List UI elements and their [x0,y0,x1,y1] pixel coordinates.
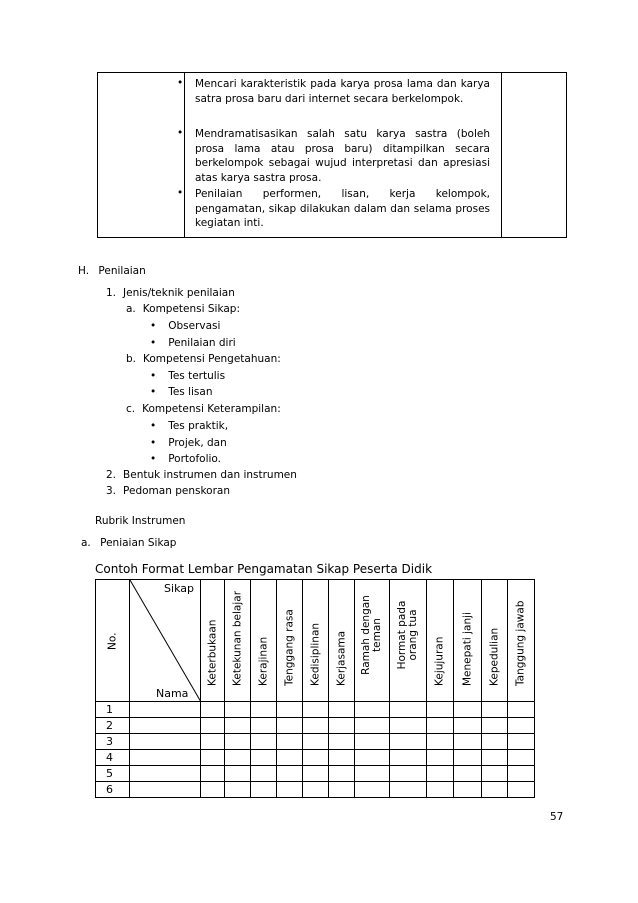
table-row [96,734,535,750]
table-row [96,750,535,766]
table-cell [508,734,535,750]
table-cell [390,766,427,782]
table-cell [225,766,251,782]
section-heading: H. Penilaian [78,265,146,277]
row-number: 4 [96,750,130,766]
table-cell [390,702,427,718]
table-cell [329,750,355,766]
table-cell [251,750,277,766]
table-cell [303,750,329,766]
table-cell [482,718,508,734]
table-cell [390,734,427,750]
table-cell [390,750,427,766]
table-cell [130,718,201,734]
table-row [96,782,535,798]
attitude-column-header: Tenggang rasa [277,580,303,702]
attitude-column-header: Keterbukaan [201,580,225,702]
table-cell [355,734,390,750]
table-cell [454,734,482,750]
rubric-label: Rubrik Instrumen [95,515,186,527]
assessment-item: c. Kompetensi Keterampilan: [126,403,281,415]
table-cell [225,734,251,750]
table-cell [251,782,277,798]
attitude-column-header: Kepedulian [482,580,508,702]
table-cell [355,766,390,782]
table-cell [508,718,535,734]
table-cell [508,750,535,766]
table-cell [390,782,427,798]
table-cell [482,734,508,750]
table-cell [482,766,508,782]
table-cell [454,750,482,766]
table-cell [454,782,482,798]
table-cell [303,718,329,734]
row-number: 5 [96,766,130,782]
row-number: 1 [96,702,130,718]
table-cell [277,766,303,782]
table-cell [454,766,482,782]
table-cell [355,782,390,798]
table-cell [427,718,454,734]
table-cell [329,702,355,718]
table-cell [277,702,303,718]
table-cell [130,766,201,782]
table-row [96,718,535,734]
table-cell [251,702,277,718]
table-cell [427,702,454,718]
table-cell [482,750,508,766]
table-cell [427,766,454,782]
table-cell [225,750,251,766]
table-cell [251,718,277,734]
table-cell [130,702,201,718]
attitude-column-header: Ketekunan belajar [225,580,251,702]
attitude-column-header: Kerajinan [251,580,277,702]
attitude-column-header: Kejujuran [427,580,454,702]
table-cell [201,718,225,734]
table-cell [130,750,201,766]
table-cell [130,734,201,750]
activity-table-right-column [501,73,566,237]
table-row [96,702,535,718]
table-cell [390,718,427,734]
table-row [96,766,535,782]
attitude-column-header: Menepati janji [454,580,482,702]
table-cell [225,702,251,718]
table-cell [329,718,355,734]
table-cell [201,750,225,766]
assessment-item: b. Kompetensi Pengetahuan: [126,353,281,365]
table-cell [329,766,355,782]
table-cell [303,782,329,798]
assessment-item: • Tes praktik, [150,420,229,432]
row-number: 3 [96,734,130,750]
table-cell [482,782,508,798]
table-cell [454,702,482,718]
table-cell [277,718,303,734]
table-cell [508,702,535,718]
page-number: 57 [550,811,564,823]
table-cell [303,734,329,750]
assessment-item: • Observasi [150,320,221,332]
assessment-item: • Tes tertulis [150,370,226,382]
table-title: Contoh Format Lembar Pengamatan Sikap Peserta Didik [95,562,433,576]
table-cell [427,750,454,766]
attitude-column-header: Kerjasama [329,580,355,702]
table-cell [508,766,535,782]
table-cell [303,766,329,782]
attitude-observation-table [95,579,535,798]
table-cell [303,702,329,718]
table-cell [130,782,201,798]
attitude-column-header: Hormat pada orang tua [390,580,427,702]
activity-bullet-3: • Penilaian performen, lisan, kerja kelompok, pengamatan, sikap dilakukan dalam dan selama proses kegiatan inti. [177,187,490,229]
assessment-item: 1. Jenis/teknik penilaian [106,287,235,299]
activity-table [97,72,567,238]
assessment-item: • Penilaian diri [150,337,236,349]
assessment-item: 2. Bentuk instrumen dan instrumen [106,469,297,481]
table-cell [355,718,390,734]
assessment-item: • Portofolio. [150,453,221,465]
table-cell [329,782,355,798]
assessment-item: • Projek, dan [150,437,227,449]
no-header: No. [96,580,130,702]
table-cell [427,734,454,750]
table-cell [201,702,225,718]
assessment-item: • Tes lisan [150,386,213,398]
row-number: 2 [96,718,130,734]
diagonal-line [130,580,201,702]
table-cell [454,718,482,734]
attitude-column-header: Kedisiplinan [303,580,329,702]
table-cell [201,734,225,750]
table-cell [277,782,303,798]
table-cell [225,718,251,734]
table-cell [277,734,303,750]
table-cell [329,734,355,750]
activity-bullet-1: • Mencari karakteristik pada karya prosa lama dan karya satra prosa baru dari internet secara berkelompok. [177,77,490,105]
table-cell [251,766,277,782]
table-cell [225,782,251,798]
table-cell [427,782,454,798]
subsection-heading: a. Peniaian Sikap [81,537,177,549]
table-cell [201,766,225,782]
table-cell [251,734,277,750]
activity-bullet-2: • Mendramatisasikan salah satu karya sastra (boleh prosa lama atau prosa baru) ditampilkan secara berkelompok sebagai wujud interpretasi dan apresiasi atas karya sastra prosa. [177,127,490,184]
attitude-column-header: Ramah dengan teman [355,580,390,702]
table-cell [508,782,535,798]
sikap-nama-header: Sikap Nama [130,580,201,702]
assessment-item: 3. Pedoman penskoran [106,485,230,497]
activity-table-left-column [98,73,185,237]
table-cell [277,750,303,766]
table-cell [482,702,508,718]
table-cell [355,750,390,766]
table-cell [355,702,390,718]
attitude-column-header: Tanggung jawab [508,580,535,702]
assessment-item: a. Kompetensi Sikap: [126,303,240,315]
table-cell [201,782,225,798]
row-number: 6 [96,782,130,798]
